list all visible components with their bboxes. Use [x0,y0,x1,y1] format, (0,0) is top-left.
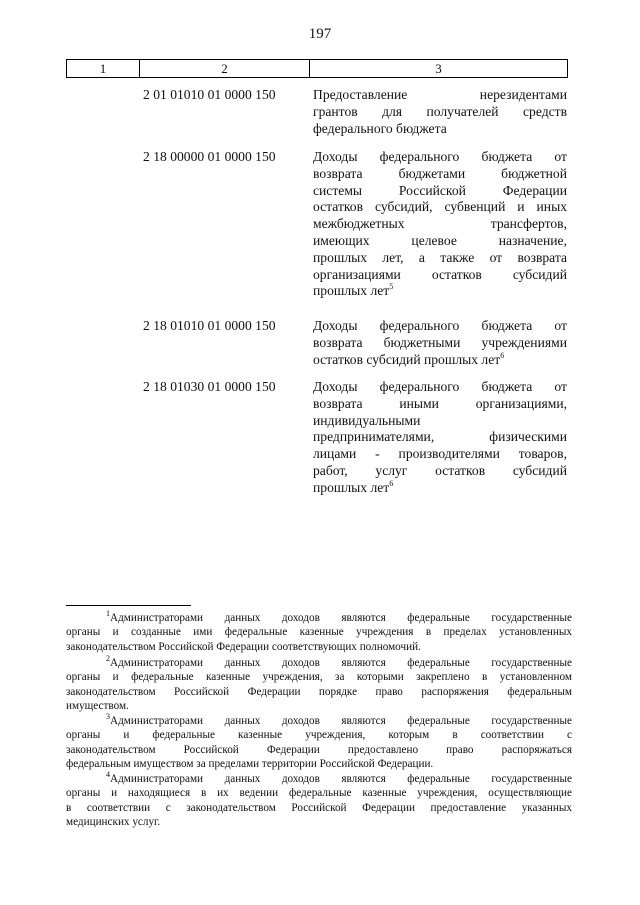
description-line: возврата иными организациями, [313,395,567,411]
footnote-line: $^2$Администраторами данных доходов являются федеральные государственные [106,654,572,669]
footnote [66,611,572,654]
footnote-reference: 5 [389,282,394,292]
footnote-line: органы и федеральные казенные учреждения, которым в соответствии с [66,729,572,742]
column-header-3: 3 [435,61,442,76]
footnote-line: имуществом. [66,699,129,712]
footnote-reference: 6 [500,350,505,360]
description-line: индивидуальными [313,412,421,428]
description-line: предпринимателями, физическими [313,429,567,445]
description-line: возврата бюджетными учреждениями [313,334,567,350]
revenue-description [313,149,567,300]
description-line: прошлых лет$^6$ [313,478,394,495]
revenue-description [313,87,567,137]
footnote-line: $^3$Администраторами данных доходов являются федеральные государственные [106,712,572,727]
description-line: имеющих целевое назначение, [313,232,567,248]
column-header-1: 1 [67,60,140,77]
footnote-reference: 6 [389,478,394,488]
footnote-marker: 4 [106,770,110,779]
revenue-description [313,318,567,368]
description-line: федерального бюджета [313,120,447,136]
description-line: Доходы федерального бюджета от [313,318,567,333]
revenue-code: 2 01 01010 01 0000 150 [143,87,276,102]
description-line: организациями остатков субсидий [313,266,567,282]
revenue-code: 2 18 01010 01 0000 150 [143,318,276,333]
footnote-separator [66,605,191,606]
description-line: прошлых лет, а также от возврата [313,249,567,265]
footnote-line: медицинских услуг. [66,815,161,828]
footnote-line: органы и федеральные казенные учреждения, за которыми закреплено в установленном [66,671,572,684]
description-line: Доходы федерального бюджета от [313,149,567,164]
revenue-code: 2 18 01030 01 0000 150 [143,379,276,394]
footnote [66,772,572,829]
footnote-line: органы и созданные ими федеральные казенные учреждения в пределах установленных [66,626,572,639]
description-line: Доходы федерального бюджета от [313,379,567,394]
description-line: работ, услуг остатков субсидий [313,462,567,478]
table-header [66,59,568,78]
description-line: прошлых лет$^5$ [313,282,394,299]
footnote-line: в соответствии с законодательством Российской Федерации предоставление указанных [66,801,572,814]
description-line: системы Российской Федерации [313,182,567,198]
footnote-line: $^4$Администраторами данных доходов являются федеральные государственные [106,770,572,785]
description-line: возврата бюджетами бюджетной [313,165,567,181]
description-line: грантов для получателей средств [313,103,567,119]
revenue-description [313,379,567,497]
description-line: лицами - производителями товаров, [313,446,567,462]
page-number: 197 [308,26,332,42]
footnote-marker: 2 [106,654,110,663]
footnote-line: органы и находящиеся в их ведении федеральные казенные учреждения, осуществляющие [66,787,572,800]
revenue-code: 2 18 00000 01 0000 150 [143,149,276,164]
footnote-line: законодательством Российской Федерации порядке право распоряжения федеральным [66,685,572,698]
description-line: межбюджетных трансфертов, [313,216,567,232]
footnote-line: законодательством Российской Федерации соответствующих полномочий. [66,640,421,653]
footnote [66,656,572,713]
footnote-line: $^1$Администраторами данных доходов являются федеральные государственные [106,609,572,624]
footnote-marker: 1 [106,609,110,618]
footnote-line: законодательством Российской Федерации предоставлено право распоряжаться [66,743,572,756]
description-line: Предоставление нерезидентами [313,87,567,102]
column-header-2: 2 [140,60,310,77]
footnote [66,714,572,771]
footnote-marker: 3 [106,712,110,721]
description-line: остатков субсидий прошлых лет$^6$ [313,350,505,367]
footnote-line: федеральным имуществом за пределами территории Российской Федерации. [66,757,434,770]
description-line: остатков субсидий, субвенций и иных [313,199,567,215]
